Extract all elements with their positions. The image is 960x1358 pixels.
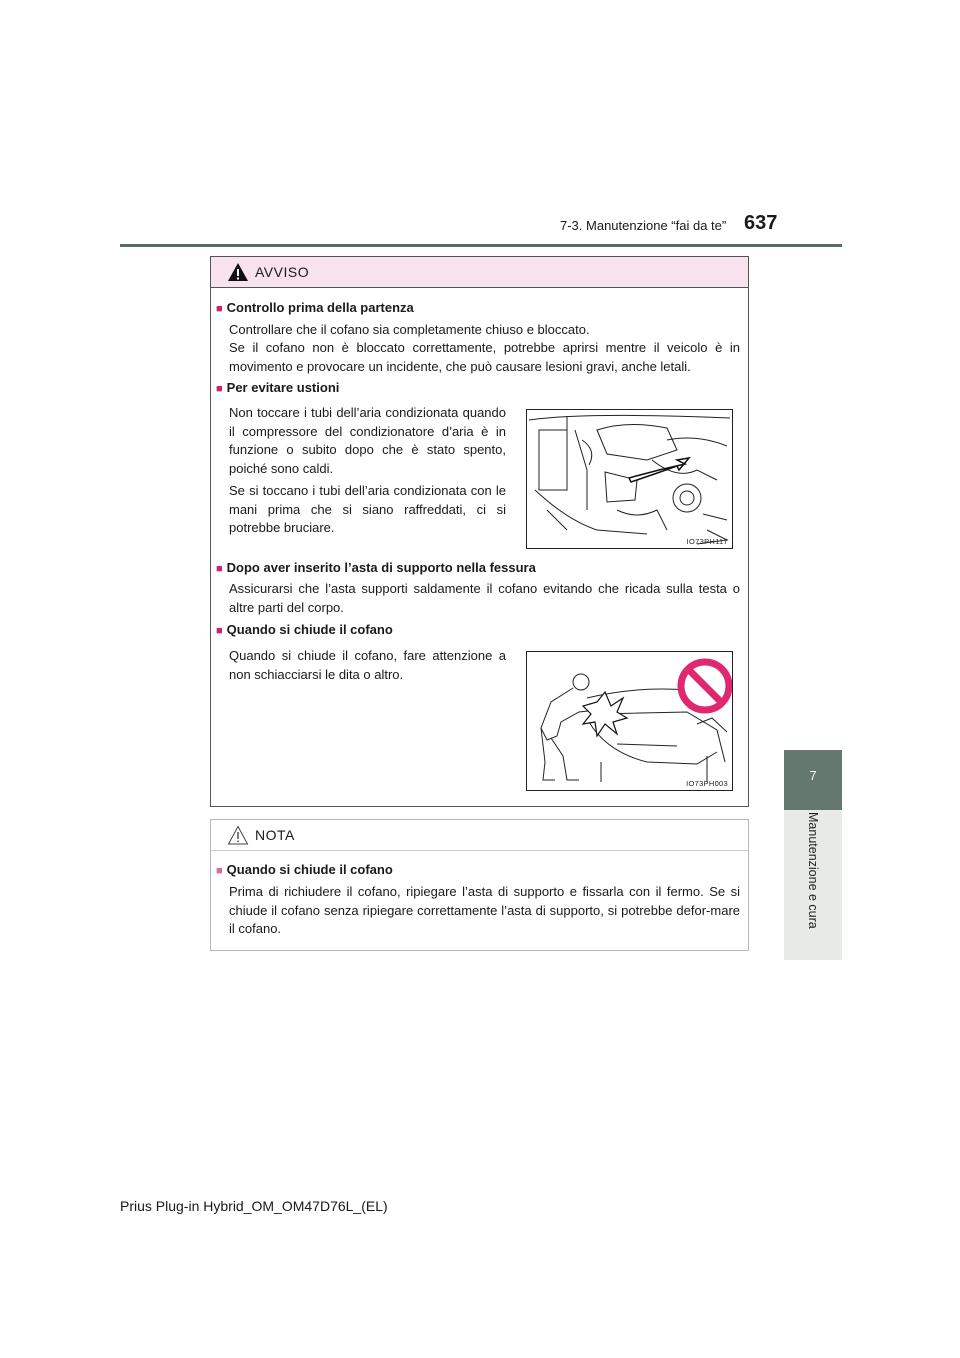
body-chiude-cofano: Quando si chiude il cofano, fare attenzione a non schiacciarsi le dita o altro. bbox=[229, 648, 506, 682]
hood-closing-illustration bbox=[527, 652, 732, 790]
hood-figure-code: IO73PH003 bbox=[686, 779, 728, 788]
note-heading: ■ Quando si chiude il cofano bbox=[216, 862, 393, 877]
body-asta: Assicurarsi che l’asta supporti saldamente il cofano evitando che ricada sulla testa o altre parti del corpo. bbox=[229, 581, 740, 615]
hood-closing-figure bbox=[526, 651, 733, 791]
bullet-square-icon: ■ bbox=[216, 383, 223, 395]
chapter-label: Manutenzione e cura bbox=[806, 812, 820, 929]
engine-bay-figure bbox=[526, 409, 733, 549]
heading-chiude-cofano: ■ Quando si chiude il cofano bbox=[216, 622, 393, 637]
bullet-square-icon: ■ bbox=[216, 563, 223, 575]
engine-bay-illustration bbox=[527, 410, 732, 548]
heading-ustioni: ■ Per evitare ustioni bbox=[216, 380, 340, 395]
footer-model-code: Prius Plug-in Hybrid_OM_OM47D76L_(EL) bbox=[120, 1198, 388, 1214]
section-title: 7-3. Manutenzione “fai da te” bbox=[560, 218, 727, 233]
warning-box-title: AVVISO bbox=[255, 264, 310, 280]
engine-figure-code: IO73PH117 bbox=[686, 537, 728, 546]
note-body: Prima di richiudere il cofano, ripiegare l’asta di supporto e fissarla con il fermo. Se si chiude il cofano senza ripiegare correttamente l’asta di supporto, si potrebbe defor-mare il cofano. bbox=[229, 884, 740, 936]
note-box-header bbox=[211, 820, 748, 851]
warning-box-header bbox=[211, 257, 748, 288]
note-box-title: NOTA bbox=[255, 827, 295, 843]
bullet-square-icon: ■ bbox=[216, 303, 223, 315]
heading-controllo: ■ Controllo prima della partenza bbox=[216, 300, 414, 315]
warning-triangle-icon bbox=[227, 262, 249, 282]
body-controllo-line1: Controllare che il cofano sia completamente chiuso e bloccato. bbox=[229, 322, 590, 337]
caution-triangle-icon bbox=[227, 825, 249, 845]
body-ustioni-p1: Non toccare i tubi dell’aria condizionata quando il compressore del condizionatore d’aria è in funzione o subito dopo che è stato spento, poiché sono caldi. bbox=[229, 405, 506, 476]
chapter-number: 7 bbox=[809, 768, 817, 783]
heading-asta: ■ Dopo aver inserito l’asta di supporto nella fessura bbox=[216, 560, 536, 575]
bullet-square-icon: ■ bbox=[216, 625, 223, 637]
bullet-square-icon: ■ bbox=[216, 865, 223, 877]
body-ustioni-p2: Se si toccano i tubi dell’aria condizionata con le mani prima che si siano raffreddati, ci si potrebbe bruciare. bbox=[229, 483, 506, 535]
page-number: 637 bbox=[744, 212, 778, 234]
header-rule bbox=[120, 244, 842, 247]
body-controllo-line2: Se il cofano non è bloccato correttamente, potrebbe aprirsi mentre il veicolo è in movimento e provocare un incidente, che può causare lesioni gravi, anche letali. bbox=[229, 340, 740, 374]
